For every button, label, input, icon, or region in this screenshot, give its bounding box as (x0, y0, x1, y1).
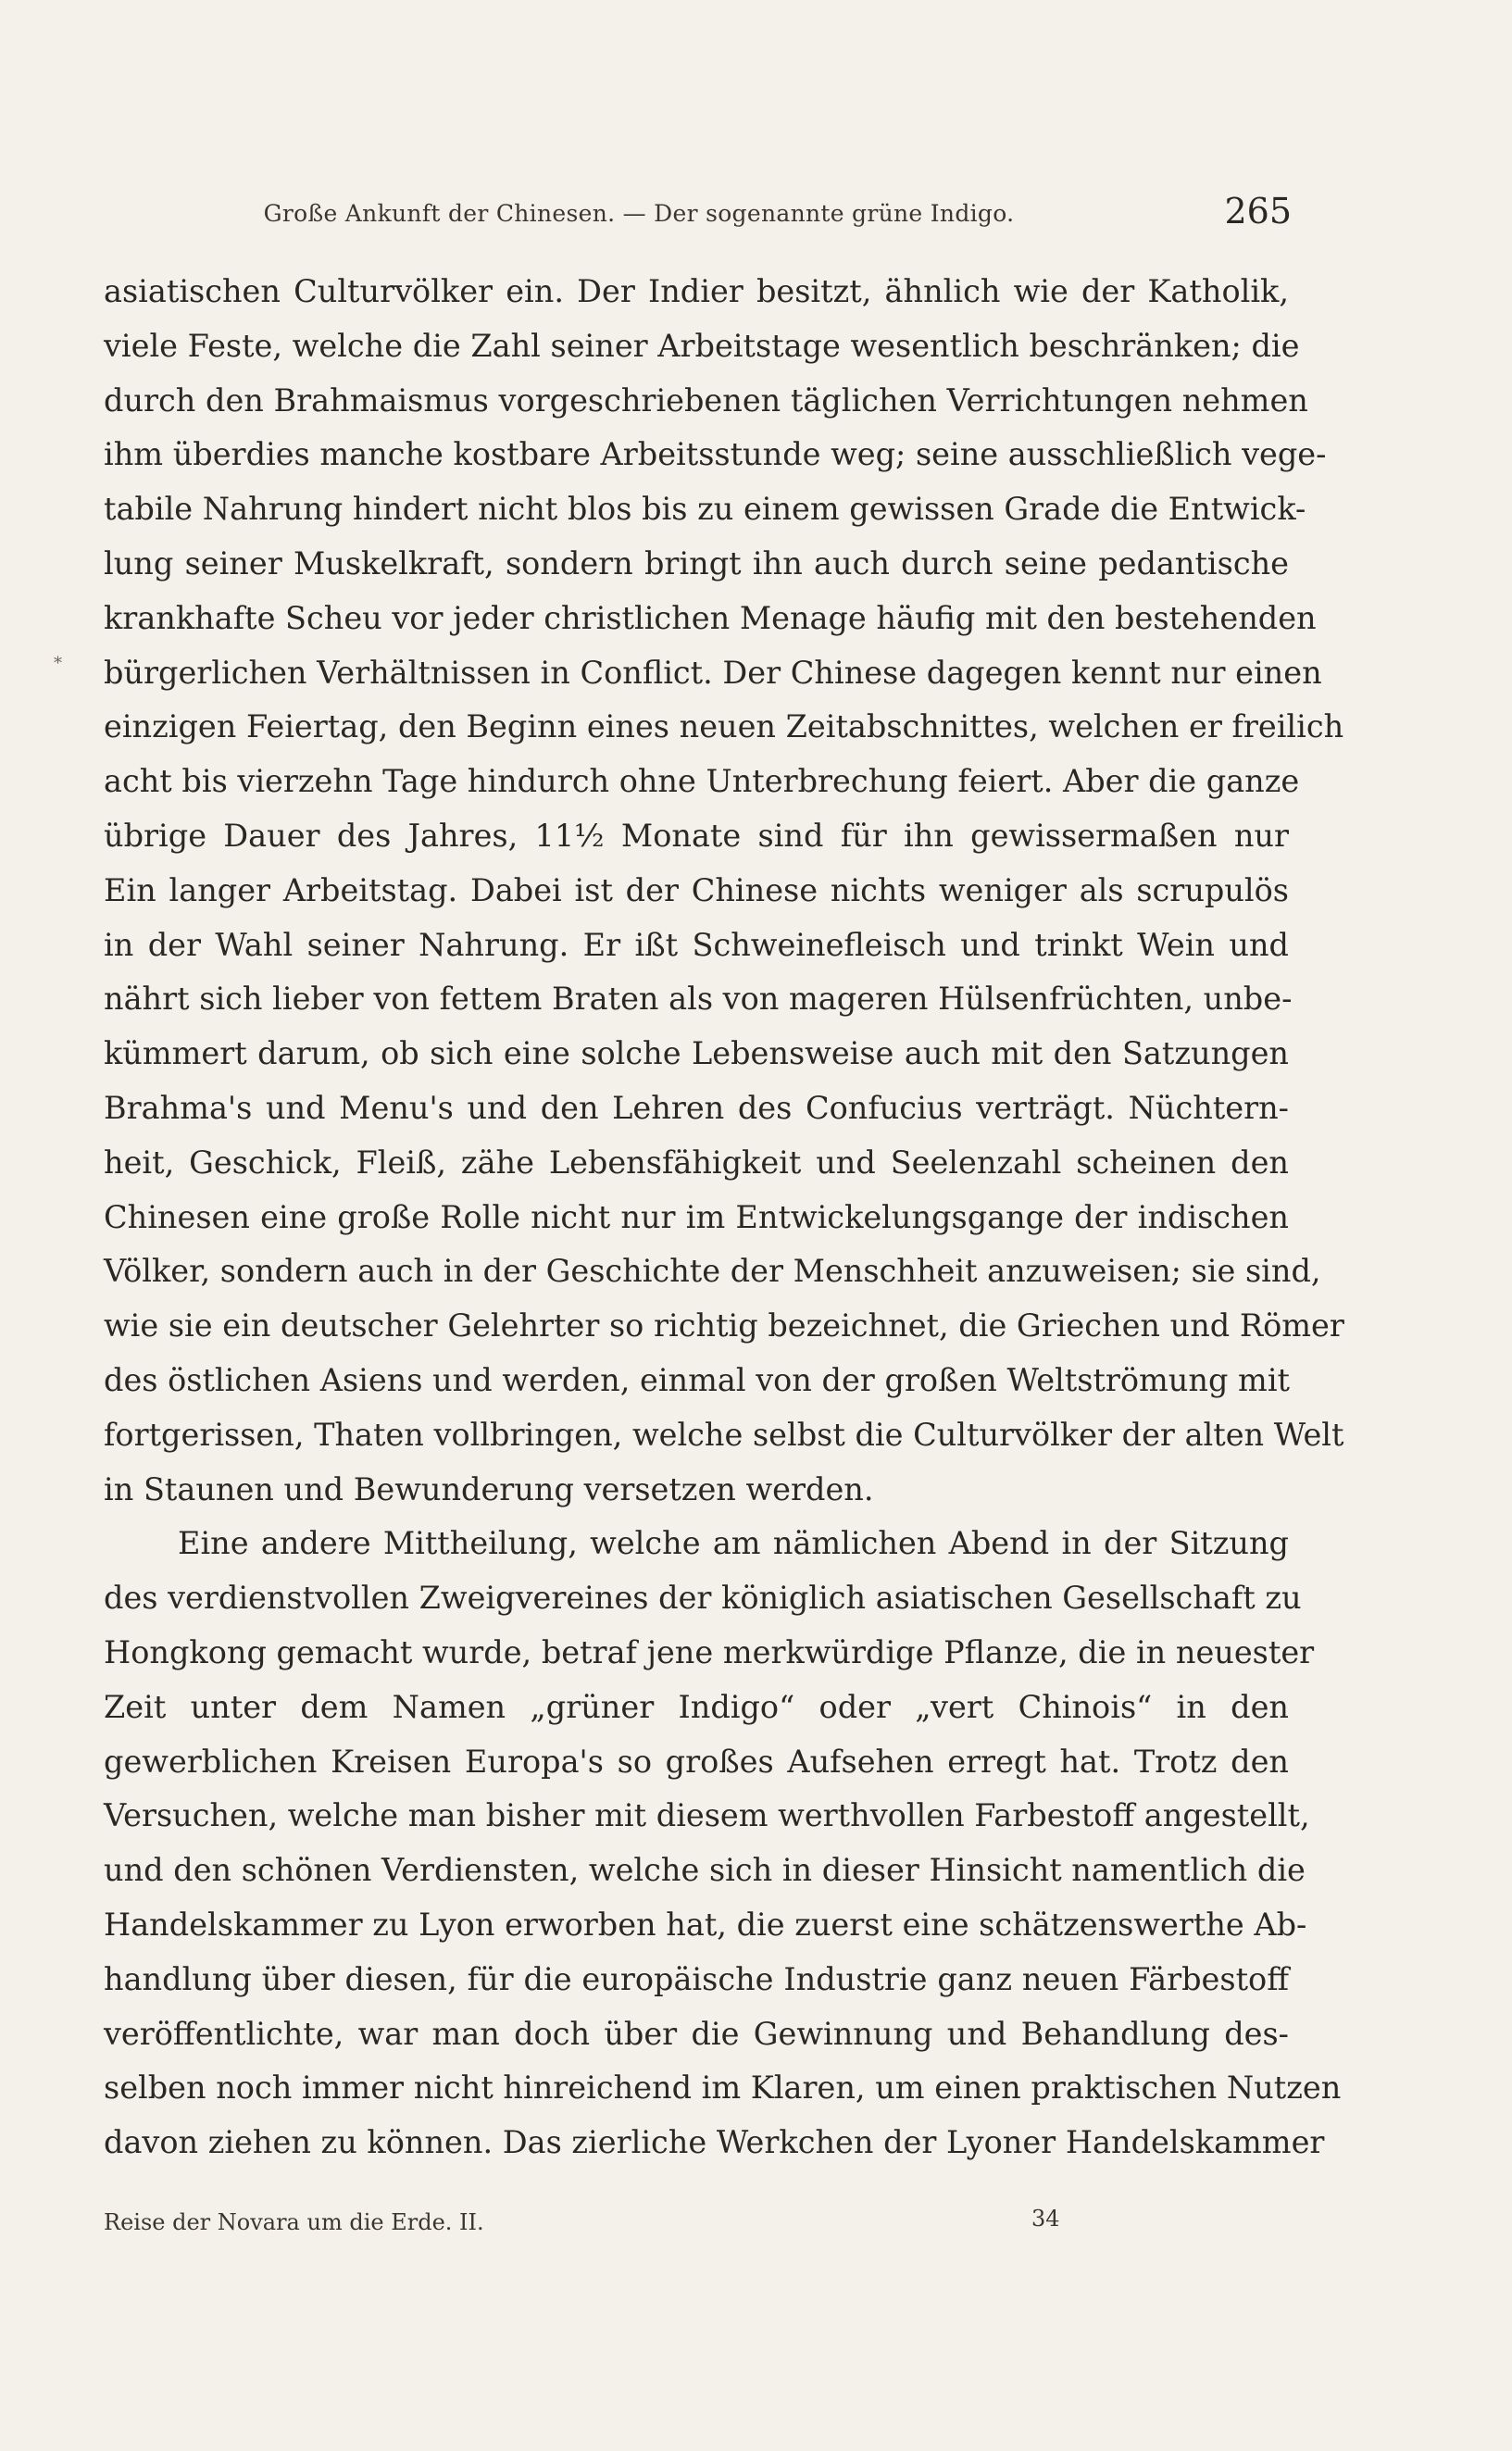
text-line: acht bis vierzehn Tage hindurch ohne Unterbrechung feiert. Aber die ganze (104, 763, 1300, 800)
text-line: übrige Dauer des Jahres, 11½ Monate sind für ihn gewissermaßen nur (104, 817, 1289, 854)
text-line: des östlichen Asiens und werden, einmal von der großen Weltströmung mit (104, 1361, 1290, 1398)
text-line: handlung über diesen, für die europäische Industrie ganz neuen Färbestoff (104, 1960, 1289, 1997)
text-line: gewerblichen Kreisen Europa's so großes Aufsehen erregt hat. Trotz den (104, 1743, 1289, 1780)
running-title: Große Ankunft der Chinesen. — Der sogenannte grüne Indigo. (263, 200, 1015, 227)
text-line: Ein langer Arbeitstag. Dabei ist der Chinese nichts weniger als scrupulös (104, 871, 1289, 908)
text-line: tabile Nahrung hindert nicht blos bis zu einem gewissen Grade die Entwick- (104, 491, 1306, 528)
margin-mark: * (54, 654, 62, 673)
text-line: nährt sich lieber von fettem Braten als von mageren Hülsenfrüchten, unbe- (104, 981, 1293, 1018)
text-line: kümmert darum, ob sich eine solche Lebensweise auch mit den Satzungen (104, 1035, 1289, 1072)
page-number: 265 (1224, 191, 1292, 231)
text-line: Zeit unter dem Namen „grüner Indigo“ oder „vert Chinois“ in den (104, 1688, 1289, 1725)
text-line: selben noch immer nicht hinreichend im Klaren, um einen praktischen Nutzen (104, 2070, 1342, 2107)
text-line: und den schönen Verdiensten, welche sich in dieser Hinsicht namentlich die (104, 1852, 1306, 1889)
text-line: einzigen Feiertag, den Beginn eines neuen Zeitabschnittes, welchen er freilich (104, 708, 1344, 745)
body-text (104, 265, 1344, 2170)
text-line: viele Feste, welche die Zahl seiner Arbeitstage wesentlich beschränken; die (104, 327, 1300, 364)
text-line: Völker, sondern auch in der Geschichte der Menschheit anzuweisen; sie sind, (104, 1253, 1321, 1290)
text-line: heit, Geschick, Fleiß, zähe Lebensfähigkeit und Seelenzahl scheinen den (104, 1144, 1289, 1181)
page-header (102, 191, 1292, 239)
text-line: in der Wahl seiner Nahrung. Er ißt Schweinefleisch und trinkt Wein und (104, 926, 1289, 963)
text-line: krankhafte Scheu vor jeder christlichen Menage häufig mit den bestehenden (104, 599, 1317, 636)
text-line: Versuchen, welche man bisher mit diesem werthvollen Farbestoff angestellt, (104, 1797, 1310, 1834)
text-line: fortgerissen, Thaten vollbringen, welche selbst die Culturvölker der alten Welt (104, 1416, 1344, 1453)
text-line: durch den Brahmaismus vorgeschriebenen täglichen Verrichtungen nehmen (104, 381, 1308, 419)
text-line: Handelskammer zu Lyon erworben hat, die zuerst eine schätzenswerthe Ab- (104, 1906, 1307, 1943)
text-line: Hongkong gemacht wurde, betraf jene merkwürdige Pflanze, die in neuester (104, 1633, 1315, 1670)
text-line: ihm überdies manche kostbare Arbeitsstunde weg; seine ausschließlich vege- (104, 436, 1327, 473)
page-footer (104, 2206, 1289, 2243)
text-line: Brahma's und Menu's und den Lehren des Confucius verträgt. Nüchtern- (104, 1089, 1289, 1126)
signature-mark: Reise der Novara um die Erde. II. (104, 2209, 484, 2235)
text-line: des verdienstvollen Zweigvereines der königlich asiatischen Gesellschaft zu (104, 1580, 1302, 1617)
signature-number: 34 (1031, 2206, 1060, 2232)
text-line: davon ziehen zu können. Das zierliche Werkchen der Lyoner Handelskammer (104, 2124, 1325, 2161)
text-line: wie sie ein deutscher Gelehrter so richtig bezeichnet, die Griechen und Römer (104, 1307, 1344, 1344)
text-line: asiatischen Culturvölker ein. Der Indier besitzt, ähnlich wie der Katholik, (104, 273, 1289, 309)
text-line: lung seiner Muskelkraft, sondern bringt ihn auch durch seine pedantische (104, 544, 1289, 581)
text-line: veröffentlichte, war man doch über die Gewinnung und Behandlung des- (104, 2015, 1289, 2052)
paragraph-start-line: Eine andere Mittheilung, welche am nämlichen Abend in der Sitzung (178, 1525, 1289, 1562)
text-line: Chinesen eine große Rolle nicht nur im Entwickelungsgange der indischen (104, 1198, 1289, 1235)
paragraph-end-line: in Staunen und Bewunderung versetzen werden. (104, 1470, 874, 1507)
text-line: bürgerlichen Verhältnissen in Conflict. Der Chinese dagegen kennt nur einen (104, 654, 1322, 691)
